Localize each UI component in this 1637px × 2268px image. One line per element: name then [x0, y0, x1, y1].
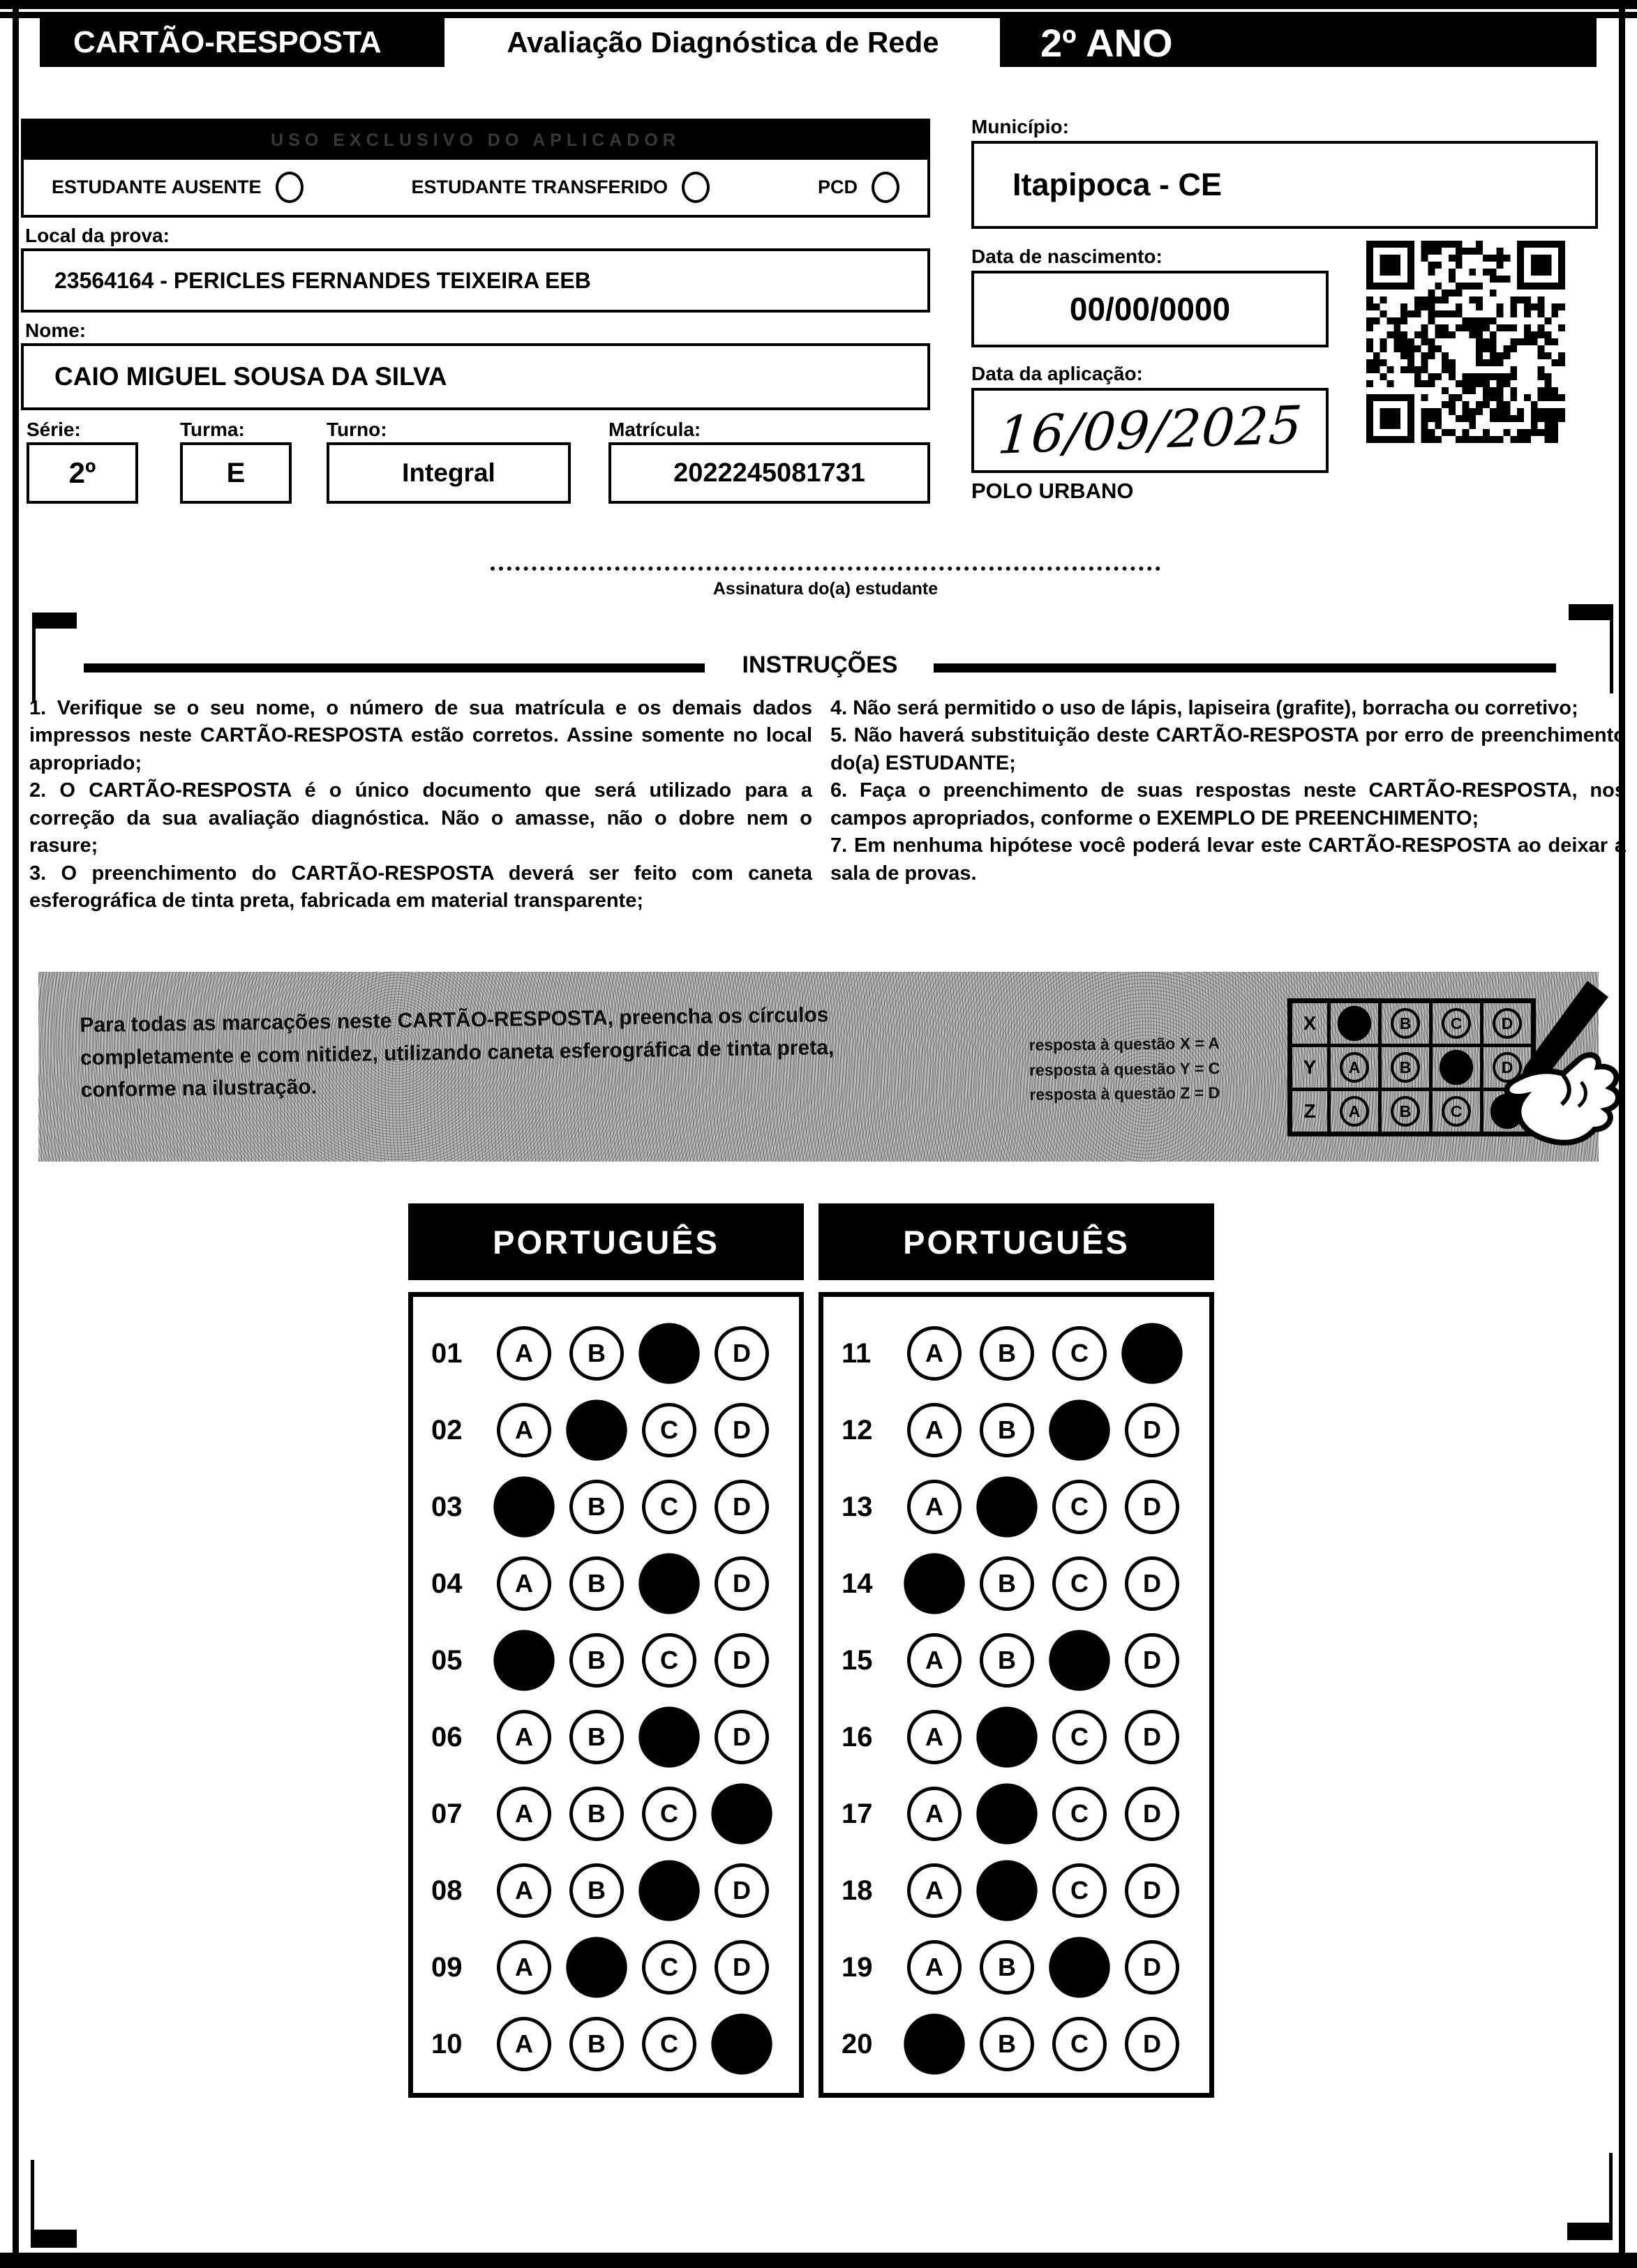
question-row-12 [823, 1392, 1209, 1469]
question-row-04 [413, 1545, 799, 1622]
bubble-q03-D[interactable]: D [715, 1480, 769, 1534]
instruction-item: 6. Faça o preenchimento de suas respostas neste CARTÃO-RESPOSTA, nos campos apropriados, conforme o EXEMPLO DE PREENCHIMENTO; [830, 779, 1626, 829]
bubble-q10-B[interactable]: B [569, 2017, 624, 2071]
example-cell [1331, 1047, 1382, 1088]
bubble-q12-A[interactable]: A [907, 1403, 962, 1457]
status-row [24, 160, 927, 215]
bubble-q08-A[interactable]: A [497, 1863, 551, 1918]
example-row-label: Y [1292, 1047, 1331, 1088]
example-bubble-X-A-filled [1338, 1006, 1371, 1042]
bubble-q13-C[interactable]: C [1052, 1480, 1107, 1534]
subject-header-1: PORTUGUÊS [818, 1203, 1214, 1280]
example-cell [1382, 1047, 1433, 1088]
signature-label: Assinatura do(a) estudante [712, 579, 939, 599]
bubble-q12-D[interactable]: D [1125, 1403, 1179, 1457]
status-option-pcd [818, 172, 899, 203]
status-option-label: PCD [817, 177, 858, 197]
status-option-estudante-ausente [52, 172, 304, 203]
municipio-value: Itapipoca - CE [971, 141, 1598, 229]
data-aplicacao-box [971, 388, 1329, 473]
page-border-bottom [0, 2253, 1637, 2268]
bubble-q01-D[interactable]: D [715, 1326, 769, 1381]
hand-pen-illustration [1458, 977, 1637, 1152]
example-cell [1331, 1091, 1382, 1132]
instruction-item: 7. Em nenhuma hipótese você poderá levar este CARTÃO-RESPOSTA ao deixar a sala de provas. [830, 834, 1626, 885]
bubble-q20-C[interactable]: C [1052, 2017, 1107, 2071]
bubble-q14-C[interactable]: C [1052, 1556, 1107, 1611]
fill-example-legend [1029, 1030, 1280, 1108]
question-number: 12 [842, 1414, 873, 1445]
question-number: 04 [431, 1568, 463, 1599]
bubble-q16-A[interactable]: A [907, 1710, 962, 1764]
question-row-02 [413, 1392, 799, 1469]
question-number: 09 [431, 1951, 463, 1983]
bubble-q03-A-filled[interactable] [493, 1476, 554, 1537]
bubble-q07-B[interactable]: B [569, 1787, 624, 1841]
example-cell [1331, 1003, 1382, 1044]
bubble-q16-C[interactable]: C [1052, 1710, 1107, 1764]
question-number: 03 [431, 1491, 463, 1522]
question-number: 10 [431, 2028, 463, 2059]
bubble-q05-B[interactable]: B [569, 1633, 624, 1688]
bubble-q07-C[interactable]: C [642, 1787, 696, 1841]
bubble-q15-D[interactable]: D [1125, 1633, 1179, 1688]
bubble-q17-C[interactable]: C [1052, 1787, 1107, 1841]
bubble-q03-C[interactable]: C [642, 1480, 696, 1534]
instruction-item: 3. O preenchimento do CARTÃO-RESPOSTA deverá ser feito com caneta esferográfica de tinta preta, fabricada em material transparente; [29, 862, 812, 913]
example-bubble-Z-A: A [1340, 1096, 1369, 1127]
form-subtitle: Avaliação Diagnóstica de Rede [450, 18, 996, 67]
bubble-q13-A[interactable]: A [907, 1480, 962, 1534]
bubble-q06-B[interactable]: B [569, 1710, 624, 1764]
data-nascimento-value: 00/00/0000 [971, 271, 1329, 347]
bubble-q16-B-filled[interactable] [976, 1706, 1037, 1767]
bubble-q09-A[interactable]: A [497, 1940, 551, 1995]
bubble-q02-D[interactable]: D [715, 1403, 769, 1457]
data-nascimento-label: Data de nascimento: [971, 246, 1163, 267]
example-cell [1382, 1003, 1433, 1044]
hand-shape [1507, 1055, 1618, 1143]
matricula-label: Matrícula: [608, 419, 701, 440]
bubble-q08-C-filled[interactable] [638, 1860, 699, 1921]
page-border-top-inner [0, 12, 1637, 18]
bubble-q06-D[interactable]: D [715, 1710, 769, 1764]
instruction-item: 2. O CARTÃO-RESPOSTA é o único documento que será utilizado para a correção da sua avaliação diagnóstica. Não o amasse, não o dobre nem o rasure; [29, 779, 812, 857]
bubble-q09-B-filled[interactable] [566, 1937, 627, 1997]
bubble-q04-D[interactable]: D [715, 1556, 769, 1611]
bubble-q15-B[interactable]: B [980, 1633, 1034, 1688]
serie-value: 2º [27, 442, 138, 504]
bubble-q11-D-filled[interactable] [1121, 1323, 1182, 1383]
bubble-q01-B[interactable]: B [569, 1326, 624, 1381]
bubble-q05-C[interactable]: C [642, 1633, 696, 1688]
bubble-q20-D[interactable]: D [1125, 2017, 1179, 2071]
bubble-q19-D[interactable]: D [1125, 1940, 1179, 1995]
handwritten-date: 16/09/2025 [995, 395, 1305, 466]
bubble-q18-A[interactable]: A [907, 1863, 962, 1918]
answer-grid-0 [408, 1292, 804, 2098]
turno-value: Integral [327, 442, 571, 504]
bubble-q04-B[interactable]: B [569, 1556, 624, 1611]
bubble-q11-B[interactable]: B [980, 1326, 1034, 1381]
nome-label: Nome: [25, 320, 87, 341]
question-number: 08 [431, 1875, 463, 1906]
bubble-q01-A[interactable]: A [497, 1326, 551, 1381]
polo-urbano-label: POLO URBANO [971, 479, 1134, 503]
question-row-01 [413, 1315, 799, 1392]
instructions-rule-right [934, 663, 1556, 673]
bubble-q10-A[interactable]: A [497, 2017, 551, 2071]
bubble-q17-A[interactable]: A [907, 1787, 962, 1841]
question-number: 20 [842, 2028, 873, 2059]
fill-example-legend-item: resposta à questão Y = C [1029, 1058, 1220, 1079]
estudante-ausente-bubble[interactable] [276, 172, 304, 203]
bubble-q08-B[interactable]: B [569, 1863, 624, 1918]
qr-code [1366, 241, 1565, 443]
bubble-q16-D[interactable]: D [1125, 1710, 1179, 1764]
example-cell [1382, 1091, 1433, 1132]
bubble-q14-B[interactable]: B [980, 1556, 1034, 1611]
student-status-panel [21, 119, 930, 218]
question-row-11 [823, 1315, 1209, 1392]
example-bubble-X-C: C [1442, 1008, 1471, 1039]
question-row-17 [823, 1775, 1209, 1852]
bubble-q04-C-filled[interactable] [638, 1553, 699, 1614]
question-row-19 [823, 1929, 1209, 2006]
bubble-q10-C[interactable]: C [642, 2017, 696, 2071]
question-row-10 [413, 2006, 799, 2082]
example-bubble-Y-B: B [1391, 1052, 1420, 1083]
bubble-q20-B[interactable]: B [980, 2017, 1034, 2071]
bubble-q11-A[interactable]: A [907, 1326, 962, 1381]
bubble-q18-B-filled[interactable] [976, 1860, 1037, 1921]
bubble-q18-D[interactable]: D [1125, 1863, 1179, 1918]
status-option-estudante-transferido [412, 172, 710, 203]
fill-example-text: Para todas as marcações neste CARTÃO-RESPOSTA, preencha os círculos completamente e com nitidez, utilizando caneta esferográfica de tinta preta, conforme na ilustração. [80, 1003, 835, 1102]
local-da-prova-label: Local da prova: [25, 225, 170, 246]
bubble-q06-A[interactable]: A [497, 1710, 551, 1764]
signature-dotted-line [491, 566, 1160, 571]
crop-mark-bottom-right-foot [1567, 2223, 1613, 2240]
bubble-q05-A-filled[interactable] [493, 1630, 554, 1690]
question-number: 18 [842, 1875, 873, 1906]
bubble-q10-D-filled[interactable] [711, 2013, 772, 2074]
instructions-left [29, 695, 812, 915]
nome-value: CAIO MIGUEL SOUSA DA SILVA [21, 343, 930, 410]
bubble-q09-D[interactable]: D [715, 1940, 769, 1995]
question-number: 05 [431, 1644, 463, 1676]
bubble-q01-C-filled[interactable] [638, 1323, 699, 1383]
data-aplicacao-label: Data da aplicação: [971, 363, 1143, 384]
bubble-q17-B-filled[interactable] [976, 1783, 1037, 1844]
crop-mark-bottom-left-foot [31, 2230, 77, 2248]
bubble-q19-A[interactable]: A [907, 1940, 962, 1995]
example-row-label: Z [1292, 1091, 1331, 1132]
question-row-05 [413, 1622, 799, 1699]
example-bubble-Z-B: B [1391, 1096, 1420, 1127]
bubble-q02-A[interactable]: A [497, 1403, 551, 1457]
example-bubble-X-B: B [1391, 1008, 1420, 1039]
local-da-prova-value: 23564164 - PERICLES FERNANDES TEIXEIRA EEB [21, 248, 930, 313]
bubble-q06-C-filled[interactable] [638, 1706, 699, 1767]
question-number: 06 [431, 1721, 463, 1752]
municipio-label: Município: [971, 116, 1069, 137]
instructions-rule-left [84, 663, 705, 673]
question-row-08 [413, 1852, 799, 1929]
question-row-20 [823, 2006, 1209, 2082]
example-row-label: X [1292, 1003, 1331, 1044]
form-title: CARTÃO-RESPOSTA [40, 18, 444, 67]
crop-mark-top-left-line [32, 613, 36, 703]
bubble-q04-A[interactable]: A [497, 1556, 551, 1611]
pcd-bubble[interactable] [872, 172, 899, 203]
turma-label: Turma: [180, 419, 245, 440]
question-number: 15 [842, 1644, 873, 1676]
example-bubble-Z-C: C [1442, 1096, 1471, 1127]
question-row-06 [413, 1699, 799, 1775]
question-row-07 [413, 1775, 799, 1852]
bubble-q19-B[interactable]: B [980, 1940, 1034, 1995]
question-row-15 [823, 1622, 1209, 1699]
bubble-q07-D-filled[interactable] [711, 1783, 772, 1844]
instruction-item: 1. Verifique se o seu nome, o número de sua matrícula e os demais dados impressos neste CARTÃO-RESPOSTA estão corretos. Assine somente no local apropriado; [29, 697, 812, 774]
question-row-09 [413, 1929, 799, 2006]
question-row-18 [823, 1852, 1209, 1929]
status-option-label: ESTUDANTE AUSENTE [52, 177, 262, 197]
turno-label: Turno: [327, 419, 387, 440]
example-bubble-X-D: D [1493, 1008, 1522, 1039]
question-number: 13 [842, 1491, 873, 1522]
instruction-item: 4. Não será permitido o uso de lápis, lapiseira (grafite), borracha ou corretivo; [830, 697, 1578, 719]
question-number: 17 [842, 1798, 873, 1829]
question-number: 01 [431, 1337, 463, 1369]
bubble-q17-D[interactable]: D [1125, 1787, 1179, 1841]
turma-value: E [180, 442, 292, 504]
bubble-q02-B-filled[interactable] [566, 1399, 627, 1460]
bubble-q14-D[interactable]: D [1125, 1556, 1179, 1611]
bubble-q15-A[interactable]: A [907, 1633, 962, 1688]
fill-example-band [38, 972, 1599, 1162]
subject-header-0: PORTUGUÊS [408, 1203, 804, 1280]
question-row-14 [823, 1545, 1209, 1622]
bubble-q08-D[interactable]: D [715, 1863, 769, 1918]
serie-label: Série: [27, 419, 81, 440]
instruction-item: 5. Não haverá substituição deste CARTÃO-RESPOSTA por erro de preenchimento do(a) ESTUDANTE; [830, 724, 1626, 774]
applicator-only-bar: USO EXCLUSIVO DO APLICADOR [24, 121, 927, 160]
question-number: 14 [842, 1568, 873, 1599]
bubble-q03-B[interactable]: B [569, 1480, 624, 1534]
fill-example-legend-item: resposta à questão X = A [1029, 1034, 1220, 1054]
question-row-03 [413, 1469, 799, 1545]
bubble-q20-A-filled[interactable] [904, 2013, 964, 2074]
fill-example-legend-item: resposta à questão Z = D [1029, 1083, 1220, 1104]
question-row-16 [823, 1699, 1209, 1775]
instructions-title: INSTRUÇÕES [742, 652, 898, 678]
bubble-q11-C[interactable]: C [1052, 1326, 1107, 1381]
bubble-q02-C[interactable]: C [642, 1403, 696, 1457]
instructions-right [830, 695, 1626, 887]
bubble-q19-C-filled[interactable] [1049, 1937, 1109, 1997]
question-number: 16 [842, 1721, 873, 1752]
page-border-left [13, 0, 19, 2268]
page-border-top [0, 0, 1637, 9]
bubble-q12-B[interactable]: B [980, 1403, 1034, 1457]
example-bubble-Y-A: A [1340, 1052, 1369, 1083]
bubble-q18-C[interactable]: C [1052, 1863, 1107, 1918]
bubble-q09-C[interactable]: C [642, 1940, 696, 1995]
bubble-q12-C-filled[interactable] [1049, 1399, 1109, 1460]
status-option-label: ESTUDANTE TRANSFERIDO [411, 177, 668, 197]
question-row-13 [823, 1469, 1209, 1545]
bubble-q15-C-filled[interactable] [1049, 1630, 1109, 1690]
question-number: 07 [431, 1798, 463, 1829]
bubble-q05-D[interactable]: D [715, 1633, 769, 1688]
matricula-value: 2022245081731 [608, 442, 930, 504]
answer-grid-1 [818, 1292, 1214, 2098]
bubble-q07-A[interactable]: A [497, 1787, 551, 1841]
bubble-q13-D[interactable]: D [1125, 1480, 1179, 1534]
estudante-transferido-bubble[interactable] [682, 172, 710, 203]
bubble-q14-A-filled[interactable] [904, 1553, 964, 1614]
crop-mark-top-right-line [1610, 604, 1613, 693]
question-number: 02 [431, 1414, 463, 1445]
bubble-q13-B-filled[interactable] [976, 1476, 1037, 1537]
question-number: 19 [842, 1951, 873, 1983]
example-bubble-Y-D: D [1493, 1052, 1522, 1083]
crop-mark-top-left-foot [32, 613, 77, 629]
question-number: 11 [842, 1337, 872, 1369]
grade-badge: 2º ANO [1000, 18, 1597, 67]
crop-mark-top-right-foot [1569, 604, 1613, 620]
